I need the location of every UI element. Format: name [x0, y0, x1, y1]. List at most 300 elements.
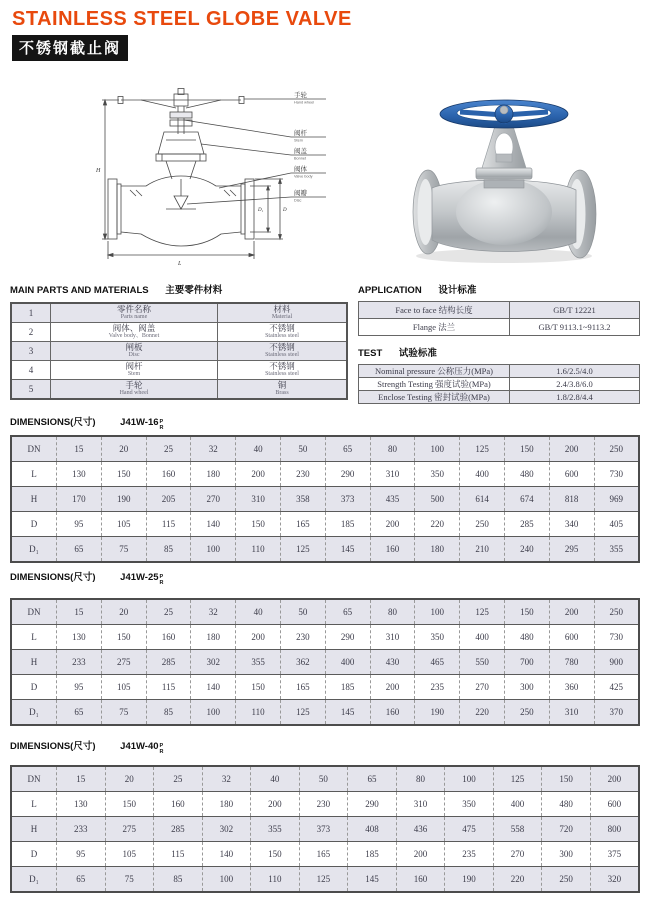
dim-value: 400 — [325, 650, 370, 675]
parts-row-number: 3 — [11, 342, 51, 361]
dim-value: 400 — [460, 462, 505, 487]
dim-value: 150 — [504, 436, 549, 462]
material-cell: 铜 Brass — [218, 380, 348, 400]
part-name-cell: 零件名称 Parts name — [51, 303, 218, 323]
dim-row-label: DN — [11, 436, 57, 462]
dim-row — [11, 512, 639, 537]
dim-value: 200 — [251, 792, 300, 817]
dim-value: 250 — [594, 436, 639, 462]
dim-value: 65 — [57, 867, 106, 893]
dim-value: 362 — [280, 650, 325, 675]
dim-value: 15 — [57, 599, 102, 625]
dim-value: 145 — [348, 867, 397, 893]
application-value-cell: GB/T 9113.1~9113.2 — [510, 319, 640, 336]
dim-value: 285 — [146, 650, 191, 675]
dim-value: 160 — [370, 537, 415, 563]
test-value-cell: 2.4/3.8/6.0 — [510, 378, 640, 391]
dimensions-label-2: DIMENSIONS(尺寸) — [10, 572, 96, 583]
dim-value: 130 — [57, 792, 106, 817]
dim-value: 250 — [594, 599, 639, 625]
dim-value: 550 — [460, 650, 505, 675]
dim-value: 730 — [594, 462, 639, 487]
dim-row — [11, 766, 639, 792]
dim-value: 373 — [325, 487, 370, 512]
dim-value: 140 — [202, 842, 251, 867]
dim-value: 100 — [445, 766, 494, 792]
dim-value: 900 — [594, 650, 639, 675]
dim-value: 110 — [251, 867, 300, 893]
dim-value: 375 — [590, 842, 639, 867]
dim-value: 355 — [236, 650, 281, 675]
dim-value: 600 — [590, 792, 639, 817]
dim-value: 358 — [280, 487, 325, 512]
dim-value: 290 — [325, 625, 370, 650]
dim-value: 20 — [101, 599, 146, 625]
dim-value: 185 — [325, 512, 370, 537]
parts-heading-en: MAIN PARTS AND MATERIALS — [10, 285, 149, 296]
dim-value: 400 — [493, 792, 542, 817]
dim-value: 105 — [101, 512, 146, 537]
dim-value: 275 — [105, 817, 154, 842]
dim-value: 150 — [251, 842, 300, 867]
dim-value: 75 — [101, 537, 146, 563]
dim-value: 270 — [460, 675, 505, 700]
dim-row-label: D — [11, 842, 57, 867]
dim-value: 150 — [101, 625, 146, 650]
dim-value: 115 — [146, 512, 191, 537]
part-name-cell: 阀体、阀盖 Valve body、Bonnet — [51, 323, 218, 342]
dimensions-label-1: DIMENSIONS(尺寸) — [10, 417, 96, 428]
page-subtitle: 不锈钢截止阀 — [12, 35, 128, 61]
model-designation-1: J41W-16 P R — [120, 417, 164, 431]
dim-value: 15 — [57, 436, 102, 462]
dim-value: 160 — [146, 462, 191, 487]
dim-value: 200 — [236, 462, 281, 487]
dim-value: 800 — [590, 817, 639, 842]
dim-row — [11, 675, 639, 700]
dim-value: 969 — [594, 487, 639, 512]
dim-row-label: H — [11, 650, 57, 675]
dim-value: 302 — [191, 650, 236, 675]
dim-value: 614 — [460, 487, 505, 512]
dim-value: 100 — [415, 599, 460, 625]
dim-value: 436 — [396, 817, 445, 842]
dim-row — [11, 842, 639, 867]
dim-value: 20 — [101, 436, 146, 462]
dim-value: 165 — [280, 512, 325, 537]
dim-value: 32 — [191, 436, 236, 462]
test-label-cell: Nominal pressure 公称压力(MPa) — [359, 365, 510, 378]
parts-heading-zh: 主要零件材料 — [165, 285, 223, 296]
dim-value: 270 — [191, 487, 236, 512]
dimensions-section-j41w25 — [10, 569, 642, 726]
dim-value: 350 — [415, 625, 460, 650]
dim-value: 310 — [549, 700, 594, 726]
dim-value: 65 — [325, 599, 370, 625]
dim-value: 302 — [202, 817, 251, 842]
dim-value: 220 — [415, 512, 460, 537]
dim-row-label: L — [11, 625, 57, 650]
dim-value: 373 — [299, 817, 348, 842]
dim-row — [11, 700, 639, 726]
dim-value: 780 — [549, 650, 594, 675]
callout-disc: 阀瓣 — [294, 190, 307, 197]
dim-value: 500 — [415, 487, 460, 512]
dimensions-heading-3 — [10, 738, 642, 755]
dim-value: 110 — [236, 700, 281, 726]
dim-value: 600 — [549, 625, 594, 650]
dim-value: 355 — [251, 817, 300, 842]
dim-value: 250 — [504, 700, 549, 726]
dim-row — [11, 792, 639, 817]
dim-value: 818 — [549, 487, 594, 512]
dim-value: 480 — [504, 625, 549, 650]
test-label-cell: Enclose Testing 密封试验(MPa) — [359, 391, 510, 404]
dim-value: 235 — [445, 842, 494, 867]
dim-value: 465 — [415, 650, 460, 675]
model-designation-3: J41W-40 P R — [120, 741, 164, 755]
dim-value: 150 — [236, 512, 281, 537]
dim-value: 350 — [445, 792, 494, 817]
dim-value: 233 — [57, 817, 106, 842]
dim-value: 75 — [105, 867, 154, 893]
dim-value: 125 — [460, 599, 505, 625]
dim-value: 50 — [280, 599, 325, 625]
dim-value: 95 — [57, 842, 106, 867]
dim-row-label: D₁ — [11, 537, 57, 563]
dim-value: 140 — [191, 675, 236, 700]
dim-value: 210 — [460, 537, 505, 563]
dim-label-h: H — [96, 168, 101, 174]
test-heading — [358, 345, 642, 359]
dim-value: 160 — [370, 700, 415, 726]
dimensions-section-j41w16 — [10, 414, 642, 563]
dim-value: 205 — [146, 487, 191, 512]
dim-value: 100 — [202, 867, 251, 893]
callout-bonnet-en: Bonnet — [294, 156, 307, 161]
dim-value: 125 — [280, 700, 325, 726]
dim-row — [11, 867, 639, 893]
dim-row-label: L — [11, 462, 57, 487]
dim-value: 95 — [57, 675, 102, 700]
dim-value: 220 — [493, 867, 542, 893]
dim-value: 105 — [105, 842, 154, 867]
application-value-cell: GB/T 12221 — [510, 302, 640, 319]
dim-value: 95 — [57, 512, 102, 537]
parts-section — [10, 282, 348, 400]
dim-value: 65 — [348, 766, 397, 792]
dim-value: 85 — [146, 537, 191, 563]
dim-value: 75 — [101, 700, 146, 726]
dimensions-heading-1 — [10, 414, 642, 431]
valve-technical-drawing — [86, 84, 331, 279]
dimensions-table-1 — [10, 435, 640, 563]
application-row — [359, 319, 640, 336]
dim-value: 200 — [370, 675, 415, 700]
test-row — [359, 391, 640, 404]
dim-row-label: H — [11, 487, 57, 512]
dim-value: 115 — [146, 675, 191, 700]
dim-value: 310 — [236, 487, 281, 512]
dim-value: 40 — [251, 766, 300, 792]
parts-row-number: 5 — [11, 380, 51, 400]
dim-value: 115 — [154, 842, 203, 867]
dim-value: 145 — [325, 700, 370, 726]
dim-row — [11, 625, 639, 650]
dim-value: 674 — [504, 487, 549, 512]
dim-row — [11, 817, 639, 842]
dim-value: 50 — [280, 436, 325, 462]
dim-label-d1: D₁ — [258, 208, 264, 213]
dim-row-label: H — [11, 817, 57, 842]
dim-row — [11, 537, 639, 563]
dim-value: 320 — [590, 867, 639, 893]
dim-value: 125 — [493, 766, 542, 792]
dim-row-label: D — [11, 675, 57, 700]
dim-value: 180 — [191, 462, 236, 487]
parts-row-number: 4 — [11, 361, 51, 380]
application-heading-zh: 设计标准 — [438, 285, 477, 296]
dim-value: 32 — [202, 766, 251, 792]
dim-value: 125 — [299, 867, 348, 893]
dim-label-l: L — [178, 261, 182, 267]
dim-value: 275 — [101, 650, 146, 675]
dim-row — [11, 462, 639, 487]
dim-row-label: D₁ — [11, 700, 57, 726]
test-row — [359, 378, 640, 391]
dim-row — [11, 599, 639, 625]
material-cell: 不锈钢 Stainless steel — [218, 361, 348, 380]
dim-value: 600 — [549, 462, 594, 487]
application-label-cell: Face to face 结构长度 — [359, 302, 510, 319]
dim-value: 80 — [370, 436, 415, 462]
dim-value: 720 — [542, 817, 591, 842]
dim-value: 310 — [396, 792, 445, 817]
dim-value: 180 — [415, 537, 460, 563]
dim-value: 125 — [280, 537, 325, 563]
dim-value: 40 — [236, 436, 281, 462]
dim-value: 240 — [504, 537, 549, 563]
dimensions-heading-2 — [10, 569, 642, 586]
test-value-cell: 1.8/2.8/4.4 — [510, 391, 640, 404]
parts-heading — [10, 282, 348, 296]
application-heading — [358, 282, 642, 296]
dim-value: 310 — [370, 625, 415, 650]
valve-drawing-svg — [86, 84, 331, 274]
dim-value: 300 — [542, 842, 591, 867]
dim-value: 160 — [154, 792, 203, 817]
dim-value: 15 — [57, 766, 106, 792]
callout-valve-body-en: Valve body — [294, 174, 313, 179]
dim-value: 150 — [504, 599, 549, 625]
dimensions-table-3 — [10, 765, 640, 893]
parts-table — [10, 302, 348, 400]
dim-value: 200 — [236, 625, 281, 650]
dim-value: 160 — [396, 867, 445, 893]
dim-row — [11, 650, 639, 675]
dim-value: 310 — [370, 462, 415, 487]
callout-disc-en: Disc — [294, 198, 302, 203]
callout-handwheel: 手轮 — [294, 92, 307, 99]
dimensions-section-j41w40 — [10, 738, 642, 893]
dim-value: 20 — [105, 766, 154, 792]
dim-value: 25 — [146, 599, 191, 625]
parts-row — [11, 342, 347, 361]
dim-value: 85 — [154, 867, 203, 893]
dim-value: 80 — [396, 766, 445, 792]
dim-value: 475 — [445, 817, 494, 842]
dim-value: 340 — [549, 512, 594, 537]
dim-value: 190 — [415, 700, 460, 726]
dim-value: 145 — [325, 537, 370, 563]
dim-value: 430 — [370, 650, 415, 675]
test-heading-zh: 试验标准 — [398, 348, 437, 359]
callout-handwheel-en: Hand wheel — [294, 100, 315, 105]
dim-value: 125 — [460, 436, 505, 462]
material-cell: 不锈钢 Stainless steel — [218, 323, 348, 342]
dim-value: 270 — [493, 842, 542, 867]
dim-value: 150 — [542, 766, 591, 792]
dim-value: 235 — [415, 675, 460, 700]
dim-row-label: DN — [11, 766, 57, 792]
dim-value: 480 — [504, 462, 549, 487]
dim-value: 150 — [105, 792, 154, 817]
dim-value: 435 — [370, 487, 415, 512]
dim-value: 165 — [299, 842, 348, 867]
dim-value: 360 — [549, 675, 594, 700]
dim-row-label: D₁ — [11, 867, 57, 893]
parts-row — [11, 361, 347, 380]
dim-value: 220 — [460, 700, 505, 726]
parts-row-number: 1 — [11, 303, 51, 323]
dim-value: 170 — [57, 487, 102, 512]
model-designation-2: J41W-25 P R — [120, 572, 164, 586]
application-heading-en: APPLICATION — [358, 285, 422, 296]
callout-valve-body: 阀体 — [294, 166, 307, 173]
test-table — [358, 364, 640, 404]
dim-value: 350 — [415, 462, 460, 487]
application-label-cell: Flange 法兰 — [359, 319, 510, 336]
application-table — [358, 301, 640, 336]
dim-value: 730 — [594, 625, 639, 650]
dim-value: 160 — [146, 625, 191, 650]
dim-value: 285 — [154, 817, 203, 842]
dim-value: 140 — [191, 512, 236, 537]
dim-value: 408 — [348, 817, 397, 842]
material-cell: 不锈钢 Stainless steel — [218, 342, 348, 361]
test-heading-en: TEST — [358, 348, 383, 359]
dim-row-label: L — [11, 792, 57, 817]
dim-value: 190 — [445, 867, 494, 893]
dim-value: 65 — [57, 537, 102, 563]
dim-value: 100 — [191, 700, 236, 726]
dim-value: 185 — [348, 842, 397, 867]
dim-value: 150 — [236, 675, 281, 700]
dim-value: 200 — [549, 436, 594, 462]
dim-row-label: DN — [11, 599, 57, 625]
dim-value: 50 — [299, 766, 348, 792]
dim-value: 200 — [549, 599, 594, 625]
dim-value: 250 — [542, 867, 591, 893]
dim-value: 233 — [57, 650, 102, 675]
dim-value: 185 — [325, 675, 370, 700]
page-title: STAINLESS STEEL GLOBE VALVE — [12, 8, 352, 30]
dim-value: 110 — [236, 537, 281, 563]
dim-value: 295 — [549, 537, 594, 563]
dim-value: 100 — [415, 436, 460, 462]
callout-bonnet: 阀盖 — [294, 148, 307, 155]
application-row — [359, 302, 640, 319]
material-cell: 材料 Material — [218, 303, 348, 323]
dim-value: 230 — [280, 625, 325, 650]
dim-value: 200 — [370, 512, 415, 537]
dim-value: 300 — [504, 675, 549, 700]
parts-row — [11, 380, 347, 400]
dim-value: 150 — [101, 462, 146, 487]
dimensions-label-3: DIMENSIONS(尺寸) — [10, 741, 96, 752]
dim-value: 130 — [57, 462, 102, 487]
dim-value: 700 — [504, 650, 549, 675]
parts-row — [11, 323, 347, 342]
dim-value: 190 — [101, 487, 146, 512]
test-row — [359, 365, 640, 378]
dim-value: 40 — [236, 599, 281, 625]
dim-value: 180 — [191, 625, 236, 650]
dim-value: 200 — [590, 766, 639, 792]
dim-value: 290 — [348, 792, 397, 817]
dim-row — [11, 487, 639, 512]
dim-value: 405 — [594, 512, 639, 537]
figures-row — [0, 84, 650, 276]
dim-value: 400 — [460, 625, 505, 650]
dim-value: 180 — [202, 792, 251, 817]
parts-row-number: 2 — [11, 323, 51, 342]
dim-value: 355 — [594, 537, 639, 563]
dim-value: 165 — [280, 675, 325, 700]
dim-label-d: D — [283, 208, 287, 213]
dim-value: 480 — [542, 792, 591, 817]
dim-row — [11, 436, 639, 462]
dim-value: 65 — [325, 436, 370, 462]
dim-row-label: D — [11, 512, 57, 537]
dim-value: 65 — [57, 700, 102, 726]
application-section — [358, 282, 642, 404]
dim-value: 105 — [101, 675, 146, 700]
dim-value: 25 — [154, 766, 203, 792]
dim-value: 100 — [191, 537, 236, 563]
dimensions-table-2 — [10, 598, 640, 726]
dim-value: 230 — [299, 792, 348, 817]
dim-value: 80 — [370, 599, 415, 625]
callout-stem-en: Stem — [294, 138, 303, 143]
parts-row — [11, 303, 347, 323]
dim-value: 370 — [594, 700, 639, 726]
test-value-cell: 1.6/2.5/4.0 — [510, 365, 640, 378]
page-header — [12, 8, 352, 61]
dim-value: 250 — [460, 512, 505, 537]
callout-stem: 阀杆 — [294, 130, 307, 137]
test-label-cell: Strength Testing 强度试验(MPa) — [359, 378, 510, 391]
dim-value: 290 — [325, 462, 370, 487]
dim-value: 25 — [146, 436, 191, 462]
valve-photo-svg — [388, 84, 620, 272]
dim-value: 200 — [396, 842, 445, 867]
dim-value: 558 — [493, 817, 542, 842]
dim-value: 425 — [594, 675, 639, 700]
valve-product-photo — [388, 84, 620, 277]
part-name-cell: 手轮 Hand wheel — [51, 380, 218, 400]
dim-value: 85 — [146, 700, 191, 726]
